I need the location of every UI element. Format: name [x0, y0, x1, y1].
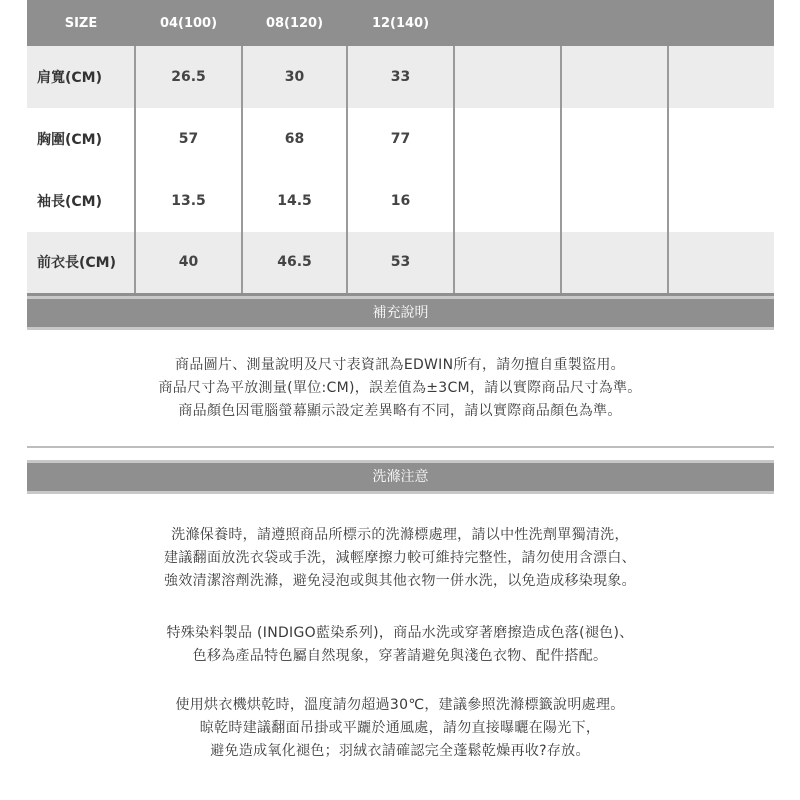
care-line: 色移為產品特色屬自然現象，穿著請避免與淺色衣物、配件搭配。 [192, 648, 608, 664]
table-cell [454, 108, 561, 170]
care-line: 建議翻面放洗衣袋或手洗，減輕摩擦力較可維持完整性，請勿使用含漂白、 [164, 550, 636, 566]
divider [27, 446, 774, 448]
supplement-banner [27, 296, 774, 330]
table-cell [454, 232, 561, 294]
size-table-header-row [27, 0, 774, 46]
table-cell: 26.5 [135, 46, 242, 108]
table-row-front-length [27, 232, 774, 294]
table-cell [668, 108, 774, 170]
table-cell [561, 232, 668, 294]
table-cell [668, 46, 774, 108]
header-size: SIZE [27, 0, 135, 46]
table-row-chest [27, 108, 774, 170]
table-cell [454, 170, 561, 232]
table-cell [668, 170, 774, 232]
table-row-sleeve [27, 170, 774, 232]
table-cell: 53 [347, 232, 454, 294]
supplement-notes [0, 354, 800, 423]
table-cell: 33 [347, 46, 454, 108]
care-title: 洗滌注意 [372, 469, 429, 485]
care-banner [27, 460, 774, 494]
table-cell [561, 170, 668, 232]
row-label: 前衣長(CM) [27, 232, 135, 294]
row-label: 胸圍(CM) [27, 108, 135, 170]
header-size-12: 12(140) [347, 0, 454, 46]
note-line: 商品圖片、測量說明及尺寸表資訊為EDWIN所有，請勿擅自重製盜用。 [175, 357, 625, 373]
care-line: 使用烘衣機烘乾時，溫度請勿超過30℃，建議參照洗滌標籤說明處理。 [175, 697, 625, 713]
table-cell: 40 [135, 232, 242, 294]
care-paragraph-1 [0, 524, 800, 593]
care-line: 洗滌保養時，請遵照商品所標示的洗滌標處理，請以中性洗劑單獨清洗， [171, 527, 629, 543]
row-label: 肩寬(CM) [27, 46, 135, 108]
header-empty [668, 0, 774, 46]
header-empty [561, 0, 668, 46]
care-line: 特殊染料製品 (INDIGO藍染系列)，商品水洗或穿著磨擦造成色落(褪色)、 [166, 625, 634, 641]
table-cell: 13.5 [135, 170, 242, 232]
table-row-shoulder [27, 46, 774, 108]
care-line: 避免造成氧化褪色；羽絨衣請確認完全蓬鬆乾燥再收?存放。 [210, 743, 590, 759]
table-cell [454, 46, 561, 108]
table-cell: 77 [347, 108, 454, 170]
header-size-08: 08(120) [242, 0, 347, 46]
care-line: 強效清潔溶劑洗滌，避免浸泡或與其他衣物一併水洗，以免造成移染現象。 [164, 573, 636, 589]
size-table [27, 0, 774, 296]
note-line: 商品尺寸為平放測量(單位:CM)，誤差值為±3CM，請以實際商品尺寸為準。 [158, 380, 642, 396]
table-cell: 14.5 [242, 170, 347, 232]
table-cell: 16 [347, 170, 454, 232]
row-label: 袖長(CM) [27, 170, 135, 232]
table-cell: 68 [242, 108, 347, 170]
table-cell: 57 [135, 108, 242, 170]
table-cell [668, 232, 774, 294]
table-cell: 30 [242, 46, 347, 108]
care-paragraph-3 [0, 694, 800, 763]
care-paragraph-2 [0, 622, 800, 668]
care-line: 晾乾時建議翻面吊掛或平躧於通風處，請勿直接曝曬在陽光下， [199, 720, 601, 736]
table-cell: 46.5 [242, 232, 347, 294]
note-line: 商品顏色因電腦螢幕顯示設定差異略有不同，請以實際商品顏色為準。 [178, 403, 622, 419]
table-cell [561, 46, 668, 108]
header-empty [454, 0, 561, 46]
supplement-title: 補充說明 [372, 305, 429, 321]
table-cell [561, 108, 668, 170]
header-size-04: 04(100) [135, 0, 242, 46]
